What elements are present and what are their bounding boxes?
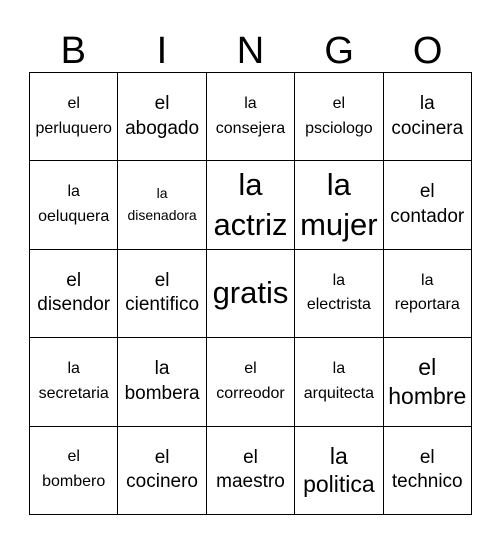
bingo-cell[interactable] [207,161,295,249]
bingo-cell[interactable] [118,161,206,249]
cell-text: el bombero [42,448,106,491]
bingo-cell[interactable] [384,338,472,426]
header-letter-g: G [324,30,354,72]
cell-text: el contador [390,181,465,228]
cell-text: la electrista [306,271,371,314]
header-letter-o: O [412,30,443,72]
bingo-cell[interactable] [295,73,383,161]
cell-text: el perluquero [35,94,112,137]
cell-text: el disendor [37,269,111,316]
header-letter-n: N [236,30,265,72]
cell-text: la cocinera [391,93,464,139]
cell-text: el hombre [388,354,467,409]
bingo-cell[interactable] [384,427,472,515]
cell-text: el psciologo [305,94,373,137]
cell-text: la politica [303,442,375,498]
cell-text: la secretaria [38,360,109,402]
cell-text: la actriz [213,166,288,243]
bingo-cell[interactable] [30,73,118,161]
bingo-board [29,72,472,515]
bingo-cell[interactable] [384,250,472,338]
bingo-header [29,30,472,72]
cell-text: la disenadora [127,185,197,224]
free-space-cell[interactable] [207,250,295,338]
cell-text: la oeluquera [38,183,110,226]
bingo-cell[interactable] [207,73,295,161]
bingo-cell[interactable] [295,427,383,515]
bingo-cell[interactable] [30,427,118,515]
cell-text: el abogado [125,93,200,139]
bingo-cell[interactable] [207,338,295,426]
bingo-cell[interactable] [207,427,295,515]
cell-text: el technico [391,446,463,493]
cell-text: el cientifico [125,269,200,316]
bingo-cell[interactable] [118,338,206,426]
bingo-cell[interactable] [30,338,118,426]
bingo-cell[interactable] [118,250,206,338]
cell-text: la mujer [300,166,378,243]
cell-text: el cocinero [126,446,198,493]
bingo-cell[interactable] [118,427,206,515]
cell-text: la consejera [215,94,286,137]
bingo-cell[interactable] [30,250,118,338]
cell-text: la bombera [124,358,200,404]
cell-text: la reportara [394,271,460,314]
bingo-cell[interactable] [295,161,383,249]
bingo-cell[interactable] [30,161,118,249]
cell-text: gratis [212,275,289,311]
header-letter-i: I [156,30,168,72]
bingo-cell[interactable] [295,250,383,338]
cell-text: la arquitecta [303,360,374,402]
cell-text: el maestro [216,446,285,493]
bingo-cell[interactable] [118,73,206,161]
bingo-cell[interactable] [295,338,383,426]
bingo-cell[interactable] [384,161,472,249]
bingo-cell[interactable] [384,73,472,161]
cell-text: el correodor [216,360,285,402]
header-letter-b: B [60,30,86,72]
